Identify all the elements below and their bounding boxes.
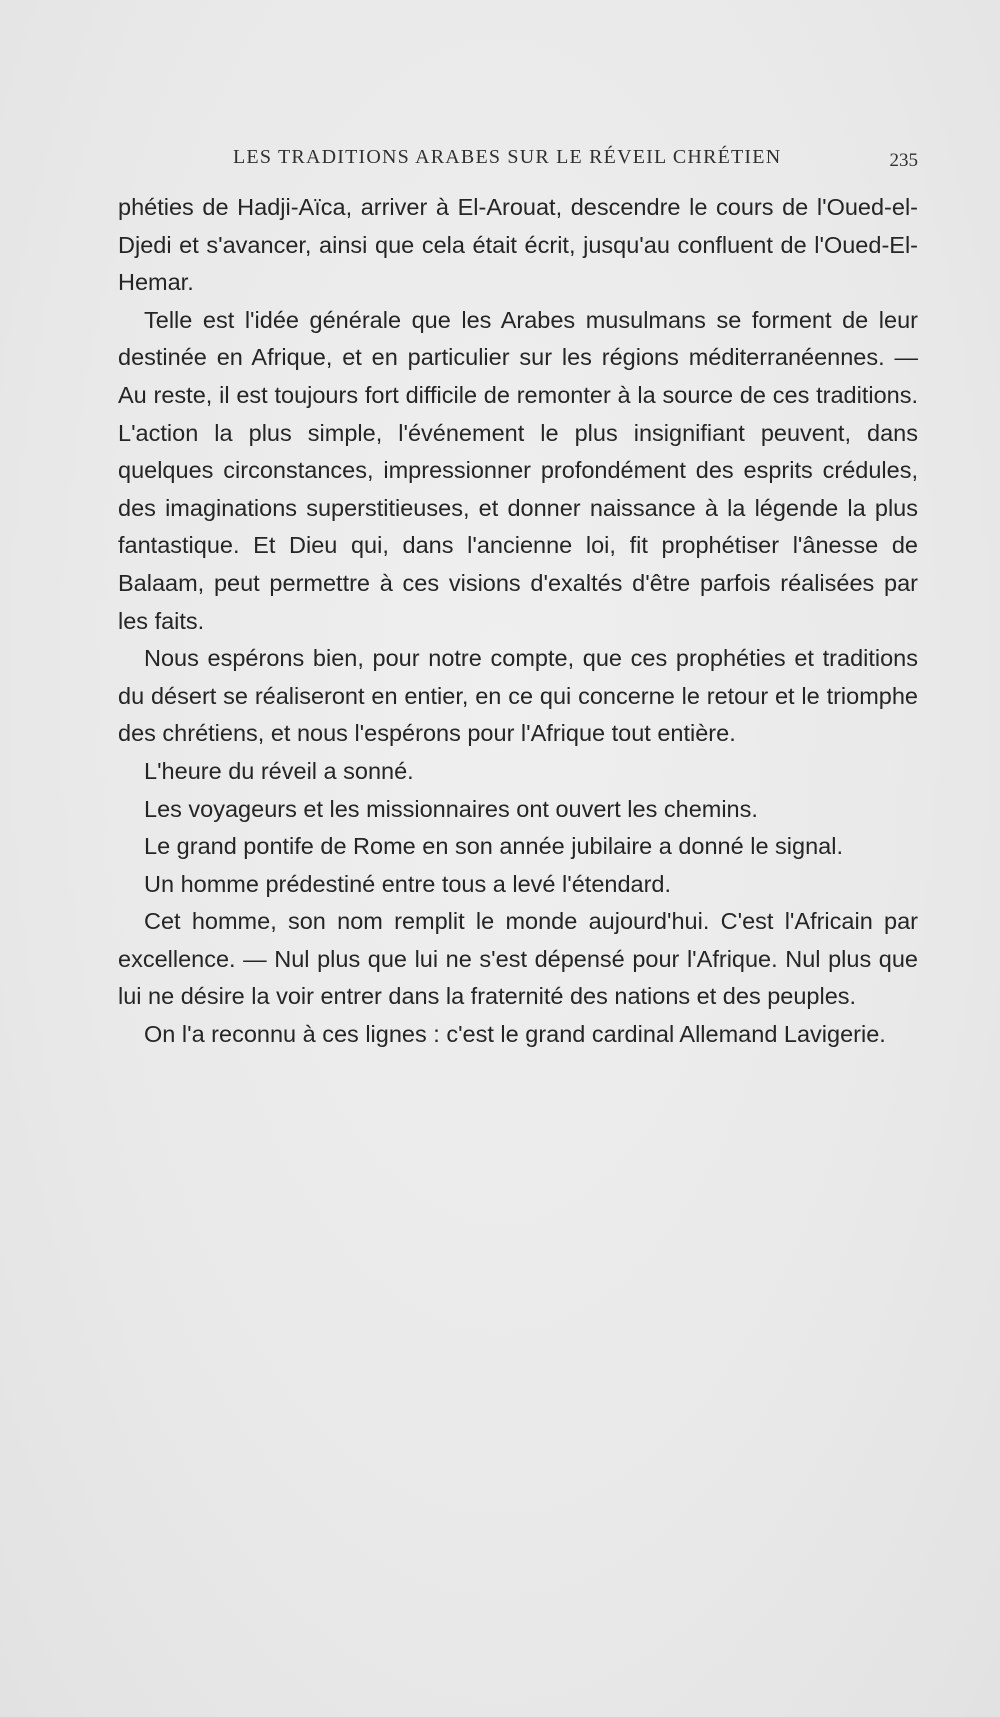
- paragraph: Le grand pontife de Rome en son année jubilaire a donné le signal.: [144, 833, 843, 860]
- paragraph: Un homme prédestiné entre tous a levé l'étendard.: [144, 870, 672, 897]
- paragraph: Telle est l'idée générale que les Arabes musulmans se forment de leur destinée en Afrique, et en particulier sur les régions méditerranéennes. — Au reste, il est toujours fort difficile de remonter à la source de ces traditions. L'action la plus simple, l'événement le plus insignifiant peuvent, dans quelques circonstances, impressionner profondément des esprits crédules, des imaginations superstitieuses, et donner naissance à la légende la plus fantastique. Et Dieu qui, dans l'ancienne loi, fit prophétiser l'ânesse de Balaam, peut permettre à ces visions d'exaltés d'être parfois réalisées par les faits.: [118, 306, 918, 634]
- paragraph: Nous espérons bien, pour notre compte, que ces prophéties et traditions du désert se réaliseront en entier, en ce qui concerne le retour et le triomphe des chrétiens, et nous l'espérons pour l'Afrique tout entière.: [118, 645, 918, 747]
- page-number: 235: [889, 150, 918, 171]
- body-text: [118, 189, 918, 1054]
- paragraph: L'heure du réveil a sonné.: [144, 757, 414, 784]
- paragraph: On l'a reconnu à ces lignes : c'est le grand cardinal Allemand Lavigerie.: [144, 1021, 886, 1048]
- paragraph: Les voyageurs et les missionnaires ont ouvert les chemins.: [144, 795, 758, 822]
- running-head: [118, 146, 920, 176]
- paragraph: Cet homme, son nom remplit le monde aujourd'hui. C'est l'Africain par excellence. — Nul plus que lui ne s'est dépensé pour l'Afrique. Nul plus que lui ne désire la voir entrer dans la fraternité des nations et des peuples.: [118, 908, 918, 1010]
- running-title: LES TRADITIONS ARABES SUR LE RÉVEIL CHRÉTIEN: [233, 146, 782, 168]
- paragraph-continuation: phéties de Hadji-Aïca, arriver à El-Arouat, descendre le cours de l'Oued-el-Djedi et s'avancer, ainsi que cela était écrit, jusqu'au confluent de l'Oued-El-Hemar.: [118, 194, 918, 296]
